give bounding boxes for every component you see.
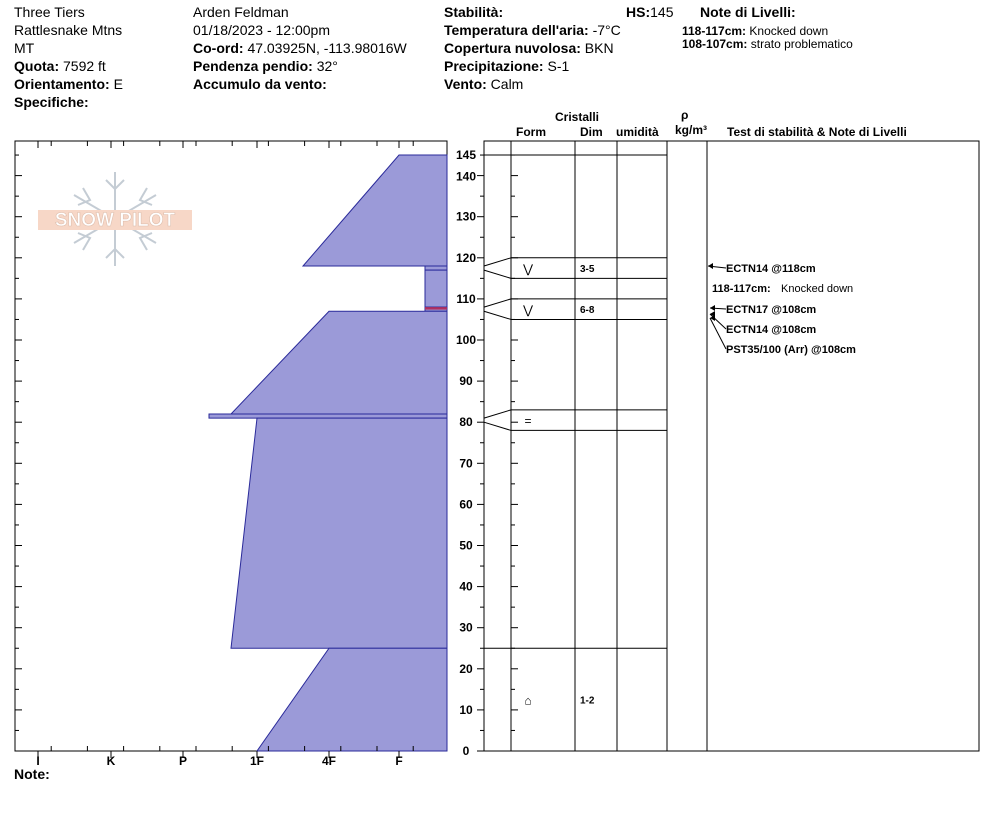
layer-note-range: 118-117cm: [682,24,747,38]
precip-label: Precipitazione: [444,58,544,74]
depth-tick-label: 20 [459,661,473,676]
dim-header: Dim [580,125,603,139]
crystal-form: = [524,414,532,429]
stability-test-label: ECTN14 @108cm [726,324,817,336]
crystal-form: ⋁ [523,262,533,277]
depth-tick-label: 10 [459,702,473,717]
cloud-label: Copertura nuvolosa: [444,40,581,56]
rho-header: ρ [681,108,689,122]
hardness-tick-label: I [36,754,40,768]
layer-connector [484,422,511,430]
hardness-tick-label: 4F [321,754,337,768]
footer-note-label: Note: [14,766,50,782]
layer-connector [484,410,511,418]
hardness-tick-label: 1F [249,754,265,768]
hardness-layer [231,418,447,648]
stability-label: Stabilità: [444,4,504,20]
hardness-layer [425,270,447,307]
crystal-form: ⌂ [524,693,532,708]
hardness-layer [425,266,447,270]
slope-value: 32° [316,58,338,74]
depth-tick-label: 80 [459,415,473,430]
cloud-value: BKN [584,40,614,56]
observer-name: Arden Feldman [193,4,289,20]
stability-arrow [710,318,726,349]
depth-tick-label: 120 [455,250,477,265]
hardness-layer [209,414,447,418]
elevation-label: Quota: [14,58,60,74]
crystal-size: 1-2 [580,695,595,707]
layer-notes-title: Note di Livelli: [700,4,796,20]
hardness-tick-label: P [178,754,188,768]
wind-label: Vento: [444,76,487,92]
air-temp-label: Temperatura dell'aria: [444,22,589,38]
stability-arrow [710,314,726,329]
depth-tick-label: 0 [462,744,470,758]
crystal-column [522,262,595,708]
depth-tick-label: 145 [455,148,477,163]
arrow-head-icon [708,263,713,269]
elevation-value: 7592 ft [63,58,106,74]
observation-datetime: 01/18/2023 - 12:00pm [193,22,330,38]
weak-layer-mark [425,307,447,309]
wind-loading-label: Accumulo da vento: [193,76,327,92]
stability-note-text: Knocked down [781,283,854,295]
depth-tick-label: 50 [459,538,473,553]
air-temp-value: -7°C [592,22,621,38]
crystals-header: Cristalli [555,110,600,124]
depth-tick-label: 90 [459,374,473,389]
wind-value: Calm [490,76,524,92]
hardness-tick-label: F [395,754,403,768]
depth-tick-label: 140 [455,169,477,184]
depth-tick-label: 70 [459,456,473,471]
depth-tick-label: 100 [455,333,477,347]
stability-test-label: ECTN17 @108cm [726,304,817,316]
crystal-size: 6-8 [580,305,595,317]
location-name: Three Tiers [14,4,85,20]
layer-note-text: strato problematico [750,37,853,51]
layer-connector [484,270,511,278]
form-header: Form [516,125,546,139]
hardness-profile [209,155,447,751]
hardness-layer [231,311,447,414]
coordinates-value: 47.03925N, -113.98016W [247,40,407,56]
depth-tick-label: 40 [459,579,473,594]
layer-connector [484,311,511,319]
depth-tick-label: 60 [459,497,473,512]
stability-header: Test di stabilità & Note di Livelli [727,125,907,139]
hardness-tick-label: K [106,754,116,768]
crystal-form: ⋁ [523,303,533,318]
stability-test-label: 118-117cm: [712,283,771,295]
state: MT [14,40,35,56]
stability-test-label: ECTN14 @118cm [726,263,816,275]
hardness-layer [303,155,447,266]
hs-label: HS: [626,4,651,20]
aspect-label: Orientamento: [14,76,110,92]
crystal-size: 3-5 [580,264,595,276]
depth-tick-label: 130 [455,209,477,224]
layer-note-range: 108-107cm: [682,37,748,51]
snowpilot-logo [38,172,192,266]
slope-label: Pendenza pendio: [193,58,313,74]
density-unit-header: kg/m³ [675,123,708,137]
hardness-layer [257,648,447,751]
moisture-header: umidità [616,125,659,139]
stability-test-label: PST35/100 (Arr) @108cm [726,344,856,356]
specifics-label: Specifiche: [14,94,89,110]
aspect-value: E [113,76,123,92]
depth-tick-label: 30 [459,620,473,635]
mountain-range: Rattlesnake Mtns [14,22,123,38]
coordinates-label: Co-ord: [193,40,244,56]
layer-connector [484,258,511,266]
layer-note-text: Knocked down [749,24,829,38]
arrow-head-icon [710,305,715,311]
layer-table-frame [484,141,979,751]
logo-text: SNOW PILOT [54,210,176,231]
precip-value: S-1 [547,58,570,74]
depth-tick-label: 110 [456,291,476,306]
stability-tests [708,263,856,356]
layer-connector [484,299,511,307]
hs-value: 145 [650,4,674,20]
